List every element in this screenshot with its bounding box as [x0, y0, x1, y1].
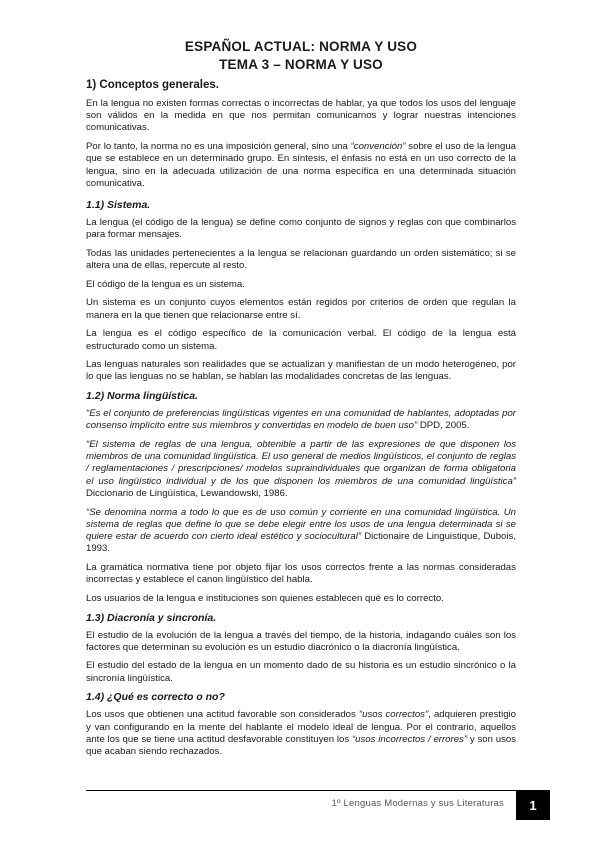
paragraph: Los usos que obtienen una actitud favorable son considerados “usos correctos”, adquieren prestigio y van configurando en la mente del hablante el modelo ideal de lengua. Por el contrario, aquellos ante los que se tiene una actitud desfavorable constituyen los “usos incorrectos / errores” y son usos que acaban siendo rechazados. — [86, 709, 517, 757]
document-subtitle: TEMA 3 – NORMA Y USO — [219, 57, 383, 72]
footer-rule — [86, 790, 516, 791]
paragraph: El código de la lengua es un sistema. — [86, 278, 245, 290]
paragraph: El estudio de la evolución de la lengua a través del tiempo, de la historia, indagando cuáles son los factores que determinan su evolución es un estudio diacrónico o la diacronía lingüística. — [86, 629, 516, 653]
paragraph: Los usuarios de la lengua e instituciones son quienes establecen qué es lo correcto. — [86, 592, 444, 604]
quote-lewandowski: “El sistema de reglas de una lengua, obtenible a partir de las expresiones de que disponen los miembros de una comunidad lingüística. El uso general de medios lingüísticos, el conjunto de reglas / reglamentaciones / prescripciones/ modelos supraindividuales que organizan de forma obligatoria el uso lingüístico individual y de los que disponen los miembros de una comunidad lingüística” Diccionario de Lingüística, Lewandowski, 1986. — [86, 439, 516, 499]
paragraph: En la lengua no existen formas correctas o incorrectas de hablar, ya que todos los usos del lenguaje son válidos en la medida en que nos permitan comunicarnos y lograr nuestras intenciones comunicativas. — [86, 98, 516, 134]
document-page — [86, 38, 516, 765]
section-heading-sistema: 1.1) Sistema. — [86, 198, 151, 211]
page-number: 1 — [516, 790, 550, 820]
paragraph: Las lenguas naturales son realidades que se actualizan y manifiestan de un modo heterogéneo, por lo que las lenguas no se hablan, se hablan las modalidades concretas de las lenguas. — [86, 359, 516, 383]
paragraph: La gramática normativa tiene por objeto fijar los usos correctos frente a las normas consideradas incorrectas y establece el canon lingüístico del habla. — [86, 561, 516, 586]
section-heading-norma: 1.2) Norma lingüística. — [86, 390, 199, 403]
section-heading-correcto: 1.4) ¿Qué es correcto o no? — [86, 691, 225, 704]
section-heading-diacronia: 1.3) Diacronía y sincronía. — [86, 611, 217, 624]
document-title: ESPAÑOL ACTUAL: NORMA Y USO — [184, 39, 418, 54]
paragraph: El estudio del estado de la lengua en un momento dado de su historia es un estudio sincrónico o la sincronía lingüística. — [86, 660, 516, 684]
paragraph: Todas las unidades pertenecientes a la lengua se relacionan guardando un orden sistemático; si se altera una de ellas, repercute al resto. — [86, 247, 516, 272]
quote-dubois: “Se denomina norma a todo lo que es de uso común y corriente en una comunidad lingüística. Un sistema de reglas que define lo que se debe elegir entre los usos de una lengua determinada si se quiere estar de acuerdo con cierto ideal estético y sociocultural” Dictionaire de Linguistique, Dubois, 1993. — [86, 506, 516, 555]
paragraph: Por lo tanto, la norma no es una imposición general, sino una “convención” sobre el uso de la lengua que se establece en un determinado grupo. En síntesis, el énfasis no está en un uso correcto de la lengua, sino en la adecuada utilización de una norma específica en una determinada situación comunicativa. — [86, 141, 516, 189]
footer-course: 1º Lenguas Modernas y sus Literaturas — [331, 798, 504, 809]
section-heading-conceptos: 1) Conceptos generales. — [86, 79, 219, 91]
paragraph: La lengua (el código de la lengua) se define como conjunto de signos y reglas con que combinarlos para formar mensajes. — [86, 216, 516, 241]
paragraph: La lengua es el código específico de la comunicación verbal. El código de la lengua está estructurado como un sistema. — [86, 328, 516, 352]
paragraph: Un sistema es un conjunto cuyos elementos están regidos por criterios de orden que regulan la manera en la que tienen que relacionarse entre sí. — [86, 297, 516, 321]
quote-dpd: “Es el conjunto de preferencias lingüísticas vigentes en una comunidad de hablantes, adoptadas por consenso implícito entre sus miembros y convertidas en modelo de buen uso” DPD, 2005. — [86, 408, 516, 432]
